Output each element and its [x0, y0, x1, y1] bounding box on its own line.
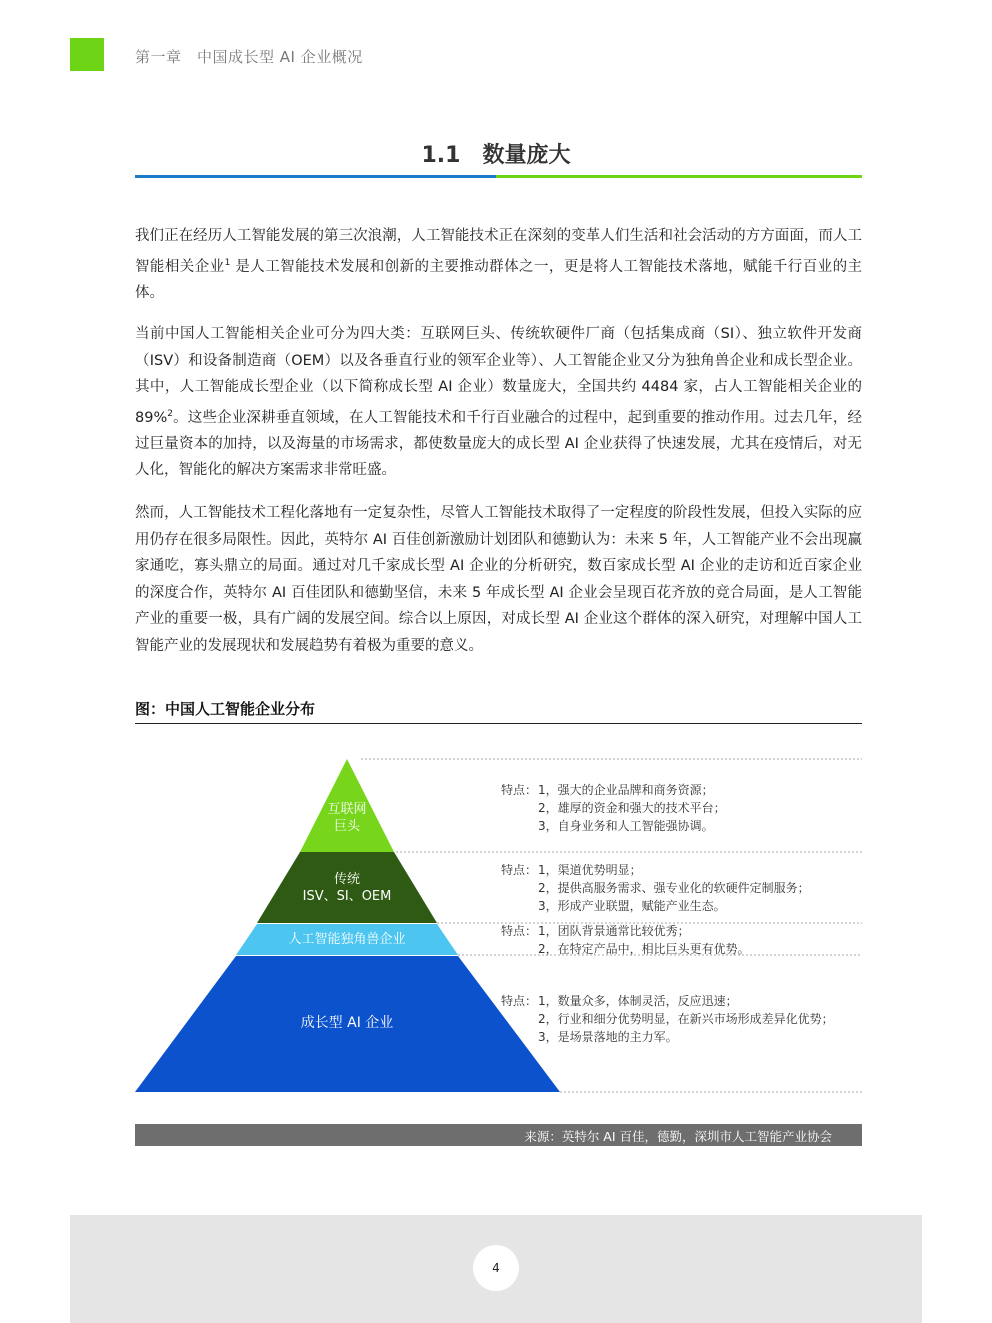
section-title: 1.1 数量庞大	[421, 143, 571, 168]
feature-item: 1，团队背景通常比较优秀；	[538, 924, 690, 938]
tier3-label-line1: 人工智能独角兽企业	[288, 932, 406, 947]
feature-item: 3，形成产业联盟，赋能产业生态。	[538, 899, 726, 913]
feature-item: 1，强大的企业品牌和商务资源；	[538, 783, 714, 797]
tier1-label	[297, 801, 397, 835]
feature-item: 2，提供高服务需求、强专业化的软硬件定制服务；	[538, 881, 810, 895]
feature-item: 2，行业和细分优势明显，在新兴市场形成差异化优势；	[538, 1012, 834, 1026]
tier2-label-line1: 传统	[333, 872, 360, 887]
feature-item: 3，是场景落地的主力军。	[538, 1030, 678, 1044]
page-number: 4	[473, 1245, 519, 1291]
footnote-ref-2[interactable]: 2	[167, 408, 173, 419]
feature-item: 2，在特定产品中，相比巨头更有优势。	[538, 942, 750, 956]
feature-item: 3，自身业务和人工智能强协调。	[538, 819, 714, 833]
figure-title: 图：中国人工智能企业分布	[135, 700, 316, 718]
paragraph-1-text-a: 我们正在经历人工智能发展的第三次浪潮，人工智能技术正在深刻的变革人们生活和社会活动的方方面面，而人工智能相关企业	[135, 228, 862, 275]
feature-key: 特点：	[501, 863, 538, 877]
page-footer	[70, 1215, 922, 1323]
feature-key: 特点：	[501, 783, 538, 797]
tier1-label-line2: 巨头	[333, 819, 360, 834]
feature-key: 特点：	[501, 994, 538, 1008]
chapter-header: 第一章 中国成长型 AI 企业概况	[135, 48, 363, 66]
figure-source-bar	[135, 1124, 862, 1146]
tier3-label	[257, 931, 437, 948]
feature-item: 2，雄厚的资金和强大的技术平台；	[538, 801, 726, 815]
tier1-features	[501, 781, 726, 835]
figure-source: 来源：英特尔 AI 百佳，德勤，深圳市人工智能产业协会	[524, 1129, 832, 1144]
footnote-ref-1[interactable]: 1	[224, 257, 231, 268]
tier4-features	[501, 992, 834, 1046]
tier4-label	[247, 1015, 447, 1032]
feature-item: 1，数量众多，体制灵活，反应迅速；	[538, 994, 738, 1008]
paragraph-1-text-b: 是人工智能技术发展和创新的主要推动群体之一，更是将人工智能技术落地，赋能千行百业的主体。	[135, 258, 863, 301]
tier2-label-line2: ISV、SI、OEM	[302, 889, 392, 904]
paragraph-2-text-b: 。这些企业深耕垂直领域，在人工智能技术和千行百业融合的过程中，起到重要的推动作用。过去几年，经过巨量资本的加持，以及海量的市场需求，都使数量庞大的成长型 AI 企业获得了快速发展，尤其在疫情后，对无人化，智能化的解决方案需求非常旺盛。	[135, 409, 862, 479]
tier2-features	[501, 861, 810, 915]
tier1-label-line1: 互联网	[327, 802, 367, 817]
feature-key: 特点：	[501, 924, 538, 938]
tier3-features	[501, 922, 750, 958]
tier2-label	[287, 871, 407, 905]
tier4-label-line1: 成长型 AI 企业	[300, 1015, 394, 1031]
paragraph-3: 然而，人工智能技术工程化落地有一定复杂性，尽管人工智能技术取得了一定程度的阶段性发展，但投入实际的应用仍存在很多局限性。因此，英特尔 AI 百佳创新激励计划团队和德勤认为：未来 5 年，人工智能产业不会出现赢家通吃，寡头鼎立的局面。通过对几千家成长型 AI 企业的分析研究，数百家成长型 AI 企业的走访和近百家企业的深度合作，英特尔 AI 百佳团队和德勤坚信，未来 5 年成长型 AI 企业会呈现百花齐放的竞合局面，是人工智能产业的重要一极，具有广阔的发展空间。综合以上原因，对成长型 AI 企业这个群体的深入研究，对理解中国人工智能产业的发展现状和发展趋势有着极为重要的意义。	[135, 505, 862, 654]
feature-item: 1，渠道优势明显；	[538, 863, 642, 877]
paragraph-2-text-a: 当前中国人工智能相关企业可分为四大类：互联网巨头、传统软硬件厂商（包括集成商（SI）、独立软件开发商（ISV）和设备制造商（OEM）以及各垂直行业的领军企业等）、人工智能企业又分为独角兽企业和成长型企业。其中，人工智能成长型企业（以下简称成长型 AI 企业）数量庞大，全国共约 4484 家，占人工智能相关企业的 89%	[135, 326, 862, 426]
